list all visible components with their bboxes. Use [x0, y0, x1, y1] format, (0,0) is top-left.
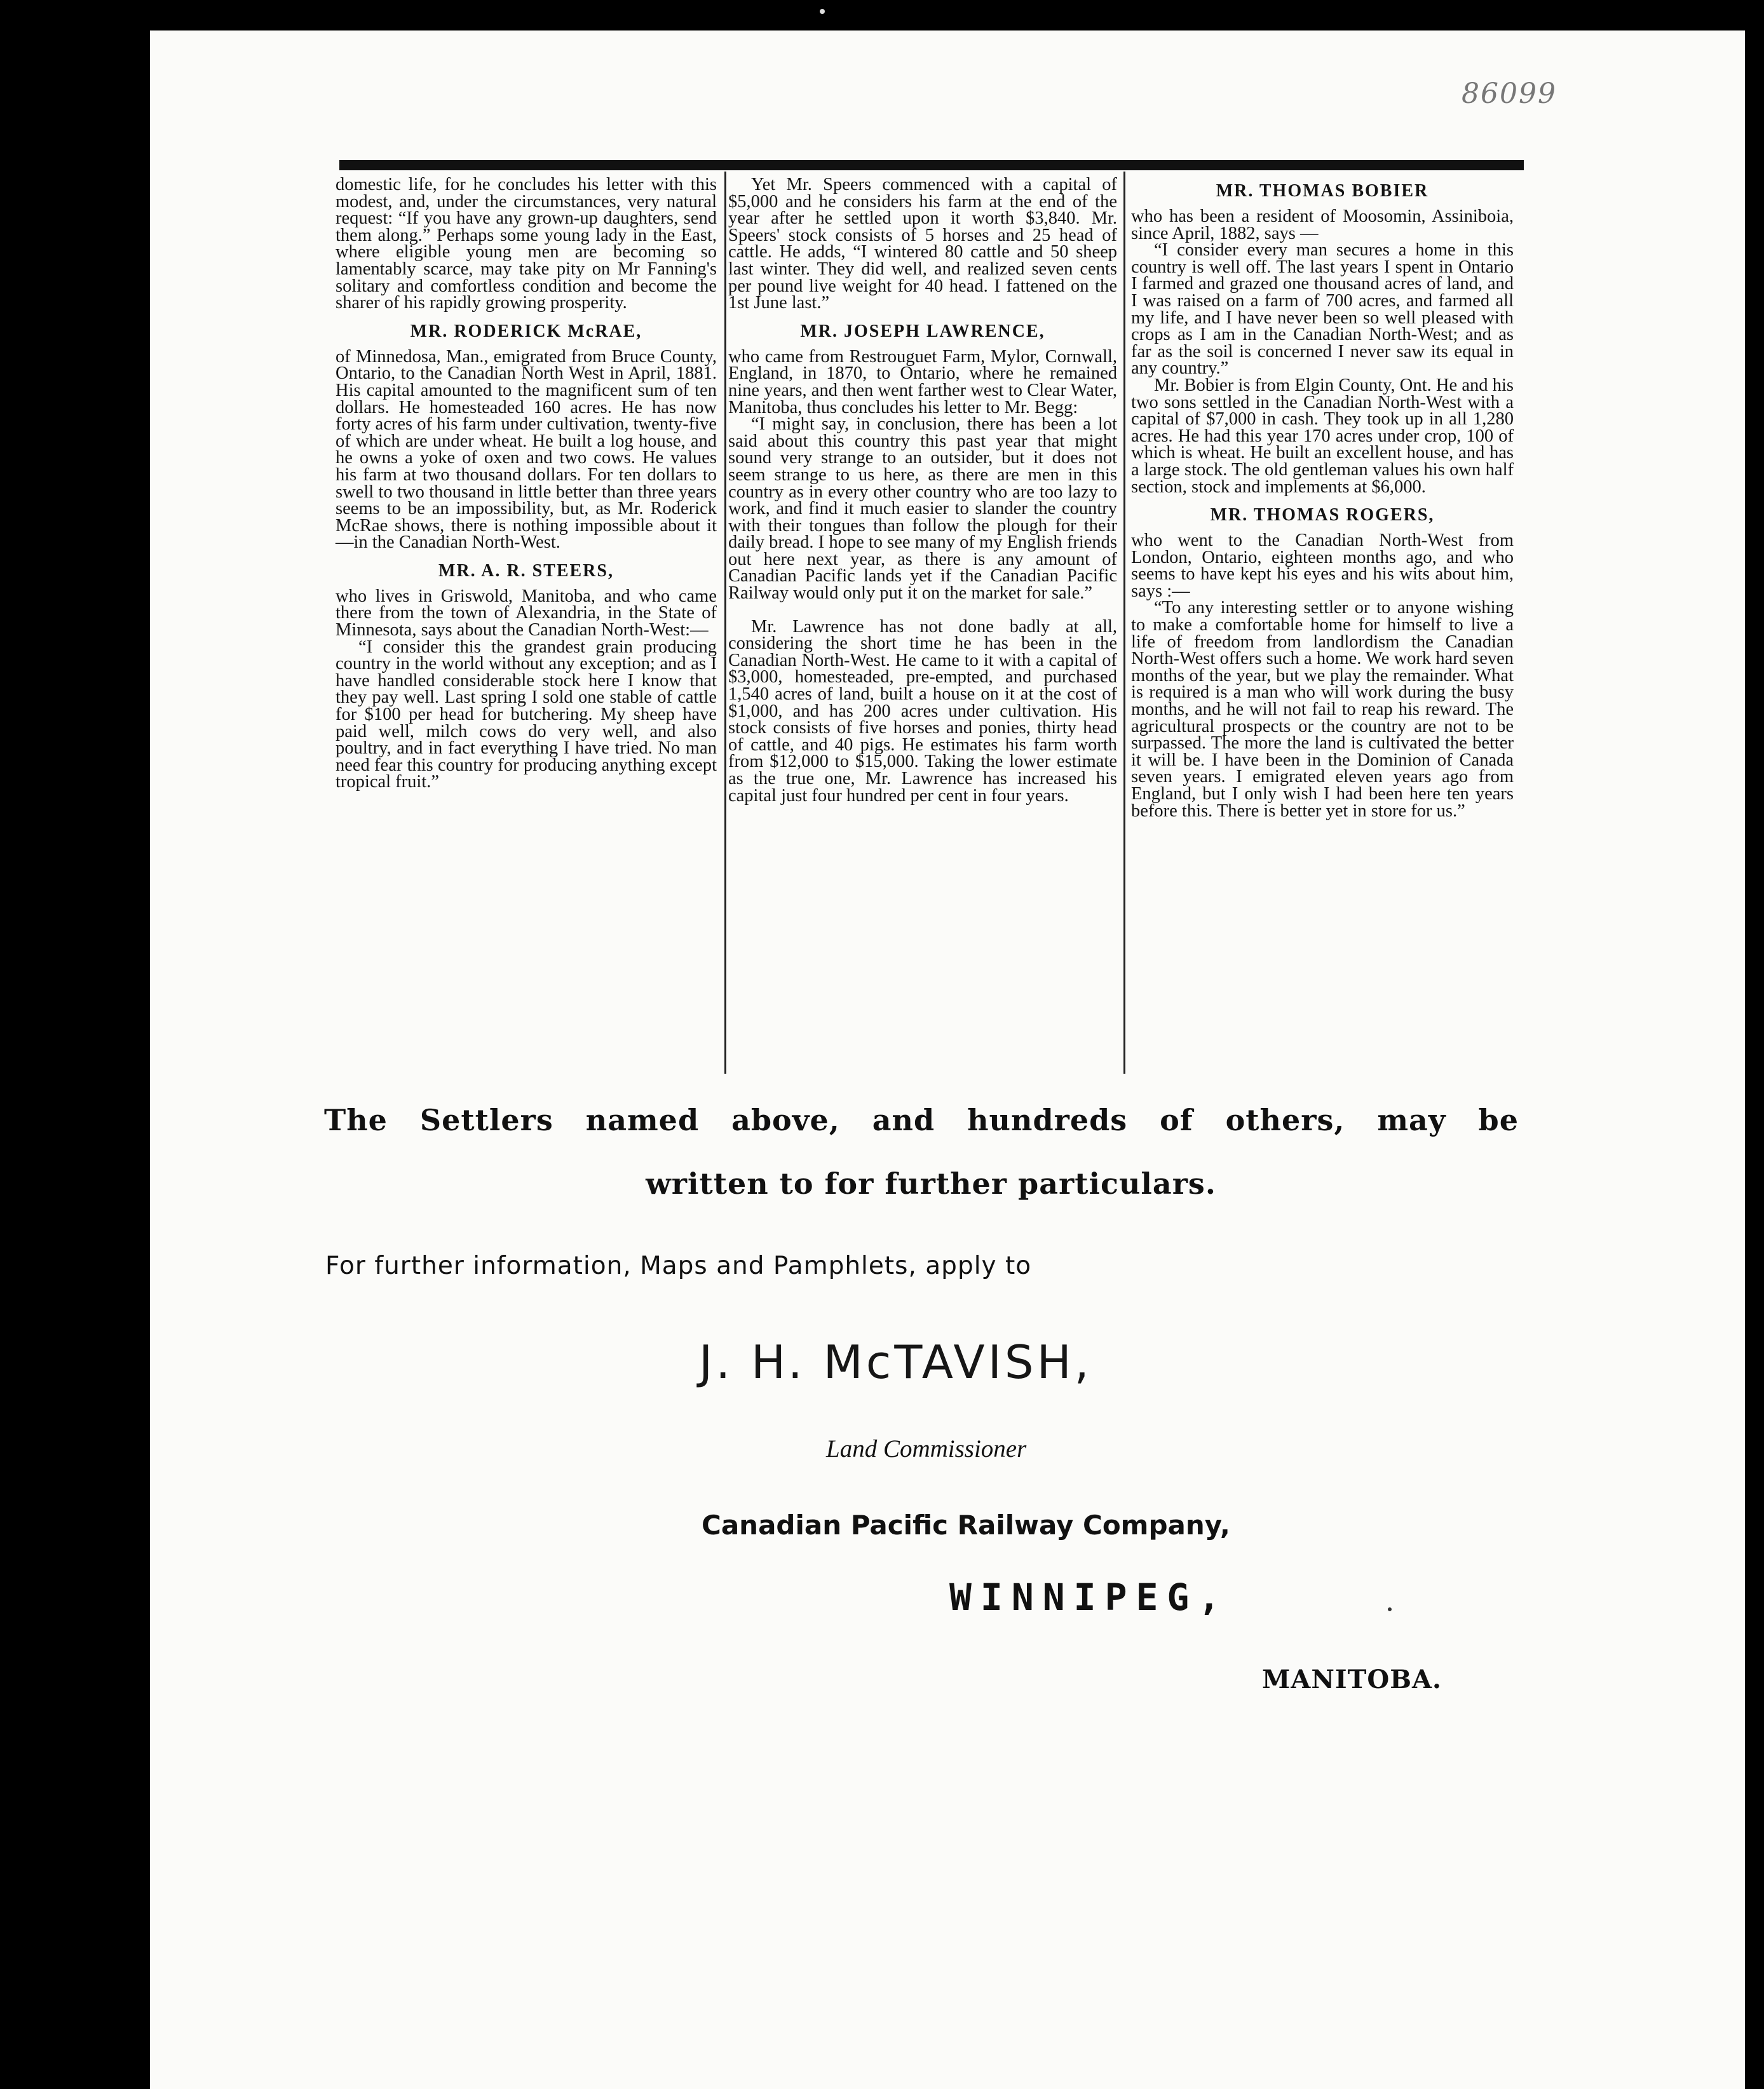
city-name: WINNIPEG,	[949, 1576, 1230, 1619]
column-middle	[728, 177, 1117, 804]
paragraph-bobier-intro: who has been a resident of Moosomin, Assiniboia, since April, 1882, says —	[1131, 206, 1514, 243]
heading-rogers: MR. THOMAS ROGERS,	[1210, 505, 1435, 525]
paragraph-rogers-intro: who went to the Canadian North-West from London, Ontario, eighteen months ago, and who seems to have kept his eyes and his wits about him, says :—	[1131, 531, 1514, 601]
catalog-number: 86099	[1462, 78, 1557, 110]
paragraph-steers-intro: who lives in Griswold, Manitoba, and who came there from the town of Alexandria, in the State of Minnesota, says about the Canadian North-West:—	[336, 586, 717, 640]
paragraph-bobier-summary: Mr. Bobier is from Elgin County, Ont. He and his two sons settled in the Canadian North-West with a capital of $7,000 in cash. They took up in all 1,280 acres. He had this year 170 acres under crop, 100 of which is wheat. He built an excellent house, and has a large stock. The old gentleman values his own half section, stock and implements at $6,000.	[1131, 375, 1514, 497]
paragraph-lawrence-summary: Mr. Lawrence has not done badly at all, considering the short time he has been in the Canadian North-West. He came to it with a capital of $3,000, homesteaded, pre-empted, and purchased 1,540 acres of land, built a house on it at the cost of $1,000, and has 200 acres under cultivation. His stock consists of five horses and ponies, thirty head of cattle, and 40 pigs. He estimates his farm worth from $12,000 to $15,000. Taking the lower estimate as the true one, Mr. Lawrence has increased his capital just four hundred per cent in four years.	[728, 616, 1117, 806]
scan-speck	[820, 9, 825, 14]
column-right	[1131, 177, 1514, 820]
heading-steers: MR. A. R. STEERS,	[438, 560, 614, 581]
paragraph-mcrae: of Minnedosa, Man., emigrated from Bruce County, Ontario, to the Canadian North West in April, 1881. His capital amounted to the magnificent sum of ten dollars. He homesteaded 160 acres. He has now forty acres of his farm under cultivation, twenty-five of which are under wheat. He built a log house, and he owns a yoke of oxen and two cows. He values his farm at two thousand dollars. For ten dollars to swell to two thousand in little better than three years seems to be an impossibility, but, as Mr. Roderick McRae shows, there is nothing impossible about it—in the Canadian North-West.	[336, 346, 717, 553]
paragraph-fanning-ending: domestic life, for he concludes his letter with this modest, and, under the circumstances, very natural request: “If you have any grown-up daughters, send them along.” Perhaps some young lady in the East, where eligible young men are becoming so lamentably scarce, may take pity on Mr Fanning's solitary and comfortless condition and become the sharer of his rapidly growing prosperity.	[336, 175, 717, 313]
scan-border-right	[1745, 0, 1764, 2089]
paragraph-speers: Yet Mr. Speers commenced with a capital of $5,000 and he considers his farm at the end of the year after he settled upon it worth $3,840. Mr. Speers' stock consists of 5 horses and 25 head of cattle. He adds, “I wintered 80 cattle and 50 sheep last winter. They did well, and realized seven cents per pound live weight for 40 head. I fattened on the 1st June last.”	[728, 175, 1117, 313]
province-name: MANITOBA.	[1262, 1665, 1442, 1694]
paragraph-lawrence-intro: who came from Restrouguet Farm, Mylor, Cornwall, England, in 1870, to Ontario, where he remained nine years, and then went farther west to Clear Water, Manitoba, thus concludes his letter to Mr. Begg:	[728, 346, 1117, 417]
quote-steers: “I consider this the grandest grain producing country in the world without any exception; and as I have handled considerable stock here I know that they pay well. Last spring I sold one stable of cattle for $100 per head for butchering. My sheep have paid well, milch cows do very well, and also poultry, and in fact everything I have tried. No man need fear this country for producing anything except tropical fruit.”	[336, 637, 717, 792]
settlers-notice-line-2: written to for further particulars.	[646, 1166, 1216, 1201]
info-line: For further information, Maps and Pamphlets, apply to	[325, 1252, 1032, 1280]
commissioner-title: Land Commissioner	[826, 1435, 1027, 1463]
column-divider	[1123, 172, 1125, 1074]
heading-bobier: MR. THOMAS BOBIER	[1216, 181, 1429, 201]
scan-border-top	[0, 0, 1764, 30]
company-name: Canadian Pacific Railway Company,	[702, 1510, 1230, 1541]
heading-mcrae: MR. RODERICK McRAE,	[410, 321, 642, 341]
commissioner-name: J. H. McTAVISH,	[699, 1335, 1092, 1389]
top-rule	[339, 160, 1524, 170]
settlers-notice-line-1: The Settlers named above, and hundreds of others, may be	[324, 1103, 1519, 1137]
heading-lawrence: MR. JOSEPH LAWRENCE,	[800, 321, 1045, 341]
quote-bobier: “I consider every man secures a home in this country is well off. The last years I spent in Ontario I farmed and grazed one thousand acres of land, and I was raised on a farm of 700 acres, and farmed all my life, and I have never been so well pleased with crops as I am in the Canadian North-West; and as far as the soil is concerned I never saw its equal in any country.”	[1131, 240, 1514, 379]
column-left	[336, 177, 717, 791]
column-divider	[724, 172, 726, 1074]
scan-speck	[1388, 1607, 1392, 1611]
quote-rogers: “To any interesting settler or to anyone wishing to make a comfortable home for himself to live a life of freedom from landlordism the Canadian North-West offers such a home. We work hard seven months of the year, but we play the remainder. What is required is a man who will work during the busy months, and he will not fail to reap his reward. The agricultural prospects or the country are not to be surpassed. The more the land is cultivated the better it will be. I have been in the Dominion of Canada seven years. I emigrated eleven years ago from England, but I only wish I had been here ten years before this. There is better yet in store for us.”	[1131, 598, 1514, 821]
quote-lawrence: “I might say, in conclusion, there has been a lot said about this country this past year that might sound very strange to an outsider, but it does not seem strange to us here, as there are men in this country as in every other country who are too lazy to work, and find it much easier to slander the country with their tongues than follow the plough for their daily bread. I hope to see many of my English friends out here next year, as there is any amount of Canadian Pacific lands yet if the Canadian Pacific Railway would only put it on the market for sale.”	[728, 414, 1117, 604]
